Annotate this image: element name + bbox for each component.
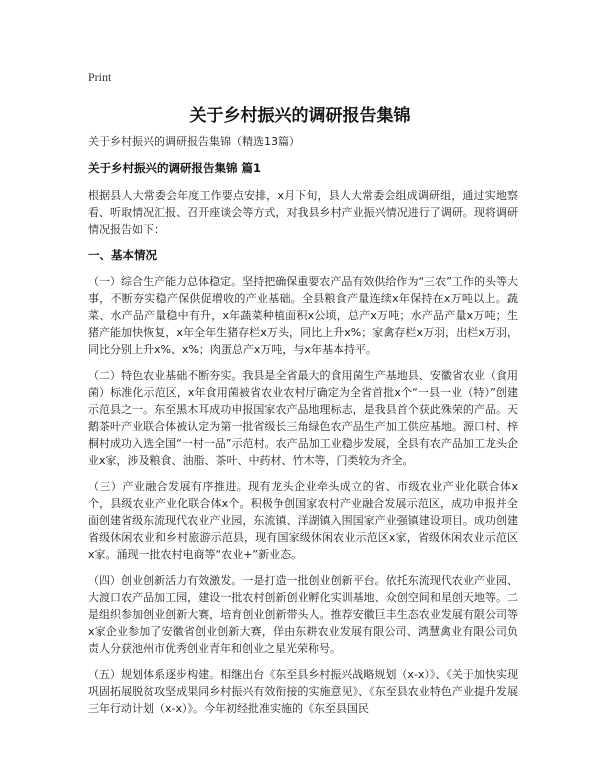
paragraph-1: （一）综合生产能力总体稳定。坚持把确保重要农产品有效供给作为“三农”工作的头等大事，不断夯实稳产保供促增收的产业基础。全县粮食产量连续x年保持在x万吨以上。蔬菜、水产品产量稳中有升，x年蔬菜种植面积x公顷，总产x万吨；水产品产量x万吨；生猪产能加快恢复，x年全年生猪存栏x万头，同比上升x%；家禽存栏x万羽，出栏x万羽，同比分别上升x%、x%；肉蛋总产x万吨，与x年基本持平。	[88, 275, 518, 356]
intro-paragraph: 根据县人大常委会年度工作要点安排，x月下旬，县人大常委会组成调研组，通过实地察看、听取情况汇报、召开座谈会等方式，对我县乡村产业振兴情况进行了调研。现将调研情况报告如下：	[88, 189, 518, 236]
document-body	[88, 187, 518, 726]
paragraph-3: （三）产业融合发展有序推进。现有龙头企业牵头成立的省、市级农业产业化联合体x个，县级农业产业化联合体x个。积极争创国家农村产业融合发展示范区，成功申报并全面创建省级东流现代农业产业园，东流镇、洋湖镇入围国家产业强镇建设项目。成功创建省级休闲农业和乡村旅游示范县，现有国家级休闲农业示范区x家，省级休闲农业示范区x家。涌现一批农村电商等“农业+”新业态。	[88, 480, 518, 561]
paragraph-4: （四）创业创新活力有效激发。一是打造一批创业创新平台。依托东流现代农业产业园、大渡口农产品加工园，建设一批农村创新创业孵化实训基地、众创空间和星创天地等。二是组织参加创业创新大赛，培育创业创新带头人。推荐安徽巨丰生态农业发展有限公司等x家企业参加了安徽省创业创新大赛，佯由东耕农业发展有限公司、鸿慧禽业有限公司负责人分获池州市优秀创业青年和创业之星光荣称号。	[88, 574, 518, 655]
section-title: 关于乡村振兴的调研报告集锦 篇1	[88, 161, 262, 175]
document-title: 关于乡村振兴的调研报告集锦	[189, 106, 411, 126]
paragraph-2: （二）特色农业基础不断夯实。我县是全省最大的食用菌生产基地县、安徽省农业（食用菌）标准化示范区，x年食用菌被省农业农村厅确定为全省首批x个“一县一业（特）”创建示范县之一。东至黑木耳成功申报国家农产品地理标志，是我县首个获此殊荣的产品。天鹅茶叶产业联合体被认定为第一批省级长三角绿色农产品生产加工供应基地。源口村、梓桐村成功入选全国“一村一品”示范村。农产品加工业稳步发展，全县有农产品加工龙头企业x家，涉及粮食、油脂、茶叶、中药材、竹木等，门类较为齐全。	[88, 369, 518, 467]
document-subtitle: 关于乡村振兴的调研报告集锦（精选13篇）	[88, 135, 300, 148]
paragraph-5: （五）规划体系逐步构建。相继出台《东至县乡村振兴战略规划（x-x）》、《关于加快实现巩固拓展脱贫攻坚成果同乡村振兴有效衔接的实施意见》、《东至县农业特色产业提升发展三年行动计划（x-x）》。今年初经批准实施的《东至县国民	[88, 668, 518, 715]
heading-basic-situation: 一、基本情况	[88, 248, 157, 262]
print-link[interactable]: Print	[88, 70, 112, 84]
